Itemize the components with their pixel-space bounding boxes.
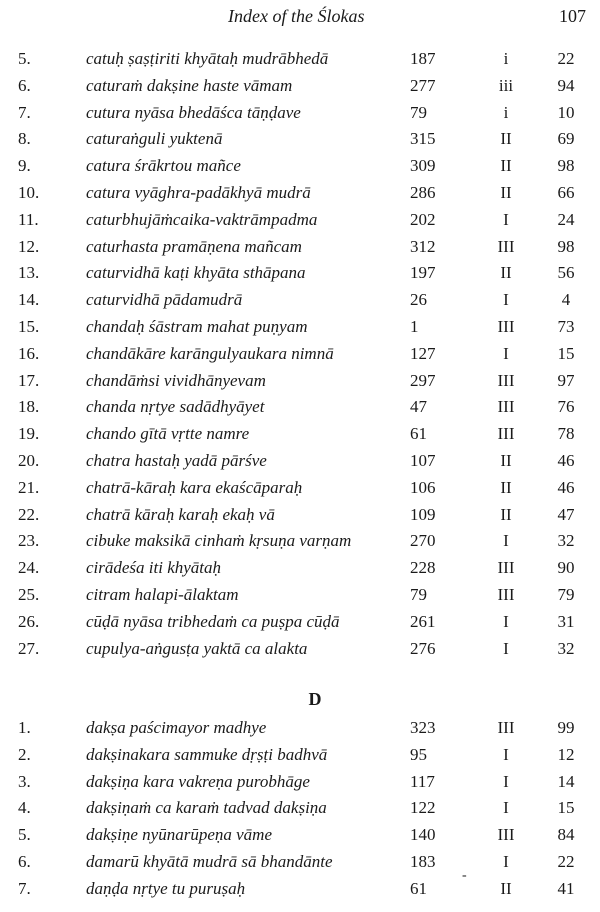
verse-ref: 90 [557,558,575,578]
part-ref: I [503,290,509,310]
page-ref: 183 [410,852,436,871]
entry-number: 4. [18,798,31,818]
entry-number: 23. [18,531,40,551]
verse-ref: 66 [557,183,575,202]
entry-number: 17. [18,370,40,390]
entry-number: 5. [18,825,31,845]
page-ref: 312 [410,236,436,256]
verse-ref: 79 [557,585,575,604]
sloka-text: caturvidhā pādamudrā [86,290,243,310]
sloka-text: chandākāre karāngulyaukara nimnā [86,343,334,363]
verse-ref: 47 [557,504,575,524]
sloka-text: catura vyāghra-padākhyā mudrā [86,183,311,202]
entry-number: 11. [18,209,39,229]
part-ref: III [497,317,515,336]
section-heading-d: D [308,689,322,709]
page-ref: 323 [410,718,436,737]
sloka-text: catuḥ ṣaṣṭiriti khyātaḥ mudrābhedā [86,49,329,68]
index-row [0,582,600,608]
part-ref: III [497,236,515,256]
index-row [0,341,600,367]
entry-number: 3. [18,771,31,791]
page-ref: 286 [410,183,436,202]
verse-ref: 15 [557,343,575,363]
page-ref: 106 [410,477,436,497]
page-ref: 270 [410,531,436,551]
sloka-text: daṇḍa nṛtye tu puruṣaḥ [86,878,246,898]
entry-number: 26. [18,611,40,631]
index-row [0,100,600,126]
entry-number: 7. [18,102,31,122]
sloka-text: citram halapi-ālaktam [86,585,239,604]
part-ref: II [500,129,512,149]
entry-number: 14. [18,290,40,310]
index-row [0,421,600,447]
entry-number: 27. [18,638,40,658]
index-row [0,769,600,795]
sloka-text: cutura nyāsa bhedāśca tāṇḍave [86,102,301,122]
sloka-text: caturaṅguli yuktenā [86,129,223,149]
verse-ref: 10 [557,102,575,122]
index-row [0,260,600,286]
sloka-text: dakṣa paścimayor madhye [86,718,267,737]
page-ref: 277 [410,75,436,95]
page-ref: 202 [410,209,436,229]
verse-ref: 24 [557,209,575,229]
entry-number: 1. [18,718,31,737]
entry-number: 5. [18,49,31,68]
sloka-text: chanda nṛtye sadādhyāyet [86,397,265,417]
sloka-text: chandāṁsi vividhānyevam [86,370,266,390]
index-row [0,475,600,501]
part-ref: II [500,504,512,524]
verse-ref: 94 [557,75,575,95]
index-row [0,234,600,260]
part-ref: I [503,852,509,871]
page-number: 107 [559,6,586,26]
page-ref: 61 [410,878,427,898]
verse-ref: 41 [557,878,575,898]
part-ref: II [500,451,512,470]
part-ref: III [497,585,515,604]
page-ref: 315 [410,129,436,149]
page-ref: 117 [410,771,435,791]
entry-number: 20. [18,451,40,470]
sloka-text: chandaḥ śāstram mahat puṇyam [86,317,308,336]
sloka-text: dakṣiṇe nyūnarūpeṇa vāme [86,825,273,845]
sloka-text: cupulya-aṅgusṭa yaktā ca alakta [86,638,308,658]
part-ref: I [503,638,509,658]
part-ref: I [503,798,509,818]
sloka-text: caturvidhā kaṭi khyāta sthāpana [86,263,306,283]
sloka-text: dakṣinakara sammuke dṛṣṭi badhvā [86,744,328,764]
part-ref: III [497,397,515,417]
verse-ref: 99 [557,718,575,737]
sloka-text: chando gītā vṛtte namre [86,424,250,444]
verse-ref: 46 [557,451,575,470]
verse-ref: 78 [557,424,575,444]
index-row [0,636,600,662]
page-ref: 140 [410,825,436,845]
part-ref: II [500,156,512,176]
entry-number: 12. [18,236,40,256]
part-ref: II [500,183,512,202]
entry-number: 21. [18,477,40,497]
verse-ref: 73 [557,317,575,336]
page-ref: 107 [410,451,436,470]
part-ref: III [497,718,515,737]
page-ref: 309 [410,156,436,176]
verse-ref: 31 [557,611,575,631]
index-row [0,742,600,768]
part-ref: II [500,477,512,497]
verse-ref: 15 [557,798,575,818]
sloka-text: caturbhujāṁcaika-vaktrāmpadma [86,209,318,229]
sloka-text: cibuke maksikā cinhaṁ kṛsuṇa varṇam [86,531,352,551]
entry-number: 24. [18,558,40,578]
page-ref: 127 [410,343,436,363]
page-ref: 79 [410,585,427,604]
entry-number: 6. [18,75,31,95]
page-ref: 61 [410,424,427,444]
index-row [0,849,600,875]
page-ref: 47 [410,397,427,417]
entry-number: 22. [18,504,40,524]
entry-number: 8. [18,129,31,149]
verse-ref: 4 [561,290,571,310]
page-ref: 276 [410,638,436,658]
entry-number: 18. [18,397,40,417]
index-row [0,126,600,152]
index-row [0,314,600,340]
verse-ref: 97 [557,370,575,390]
part-ref: II [500,878,512,898]
verse-ref: 76 [557,397,575,417]
verse-ref: 22 [557,49,575,68]
index-row [0,287,600,313]
index-row [0,46,600,72]
part-ref: I [503,209,509,229]
index-row [0,609,600,635]
sloka-text: damarū khyātā mudrā sā bhandānte [86,852,333,871]
page-ref: 79 [410,102,427,122]
part-ref: I [503,531,509,551]
verse-ref: 69 [557,129,575,149]
stray-mark: - [462,868,467,883]
sloka-text: dakṣiṇaṁ ca karaṁ tadvad dakṣiṇa [86,798,327,818]
verse-ref: 32 [557,531,575,551]
sloka-text: caturaṁ dakṣine haste vāmam [86,75,293,95]
index-row [0,715,600,741]
part-ref: I [503,771,509,791]
index-row [0,795,600,821]
entry-number: 13. [18,263,40,283]
verse-ref: 56 [557,263,575,283]
part-ref: I [503,611,509,631]
page-ref: 228 [410,558,436,578]
index-row [0,555,600,581]
page-ref: 109 [410,504,436,524]
verse-ref: 22 [557,852,575,871]
sloka-text: cūḍā nyāsa tribhedaṁ ca puṣpa cūḍā [86,611,340,631]
entry-number: 15. [18,317,40,336]
verse-ref: 32 [557,638,575,658]
part-ref: III [497,558,515,578]
page-ref: 187 [410,49,436,68]
sloka-text: dakṣiṇa kara vakreṇa purobhāge [86,771,310,791]
verse-ref: 98 [557,156,575,176]
verse-ref: 84 [557,825,575,845]
part-ref: i [503,49,509,68]
entry-number: 6. [18,852,31,871]
page-ref: 122 [410,798,436,818]
sloka-text: chatra hastaḥ yadā pārśve [86,451,267,470]
verse-ref: 12 [557,744,575,764]
sloka-text: caturhasta pramāṇena mañcam [86,236,302,256]
part-ref: i [503,102,509,122]
part-ref: II [500,263,512,283]
entry-number: 19. [18,424,40,444]
part-ref: III [497,825,515,845]
sloka-text: chatrā-kāraḥ kara ekaścāparaḥ [86,477,303,497]
page-ref: 261 [410,611,436,631]
entry-number: 9. [18,156,31,176]
page-ref: 95 [410,744,427,764]
page-header [0,6,600,28]
part-ref: III [497,424,515,444]
page-ref: 1 [410,317,419,336]
entry-number: 16. [18,343,40,363]
index-row [0,394,600,420]
part-ref: I [503,343,509,363]
page-ref: 197 [410,263,436,283]
sloka-text: chatrā kāraḥ karaḥ ekaḥ vā [86,504,275,524]
part-ref: III [497,370,515,390]
index-row [0,448,600,474]
entry-number: 25. [18,585,40,604]
part-ref: I [503,744,509,764]
entry-number: 7. [18,878,31,898]
index-row [0,207,600,233]
index-row [0,368,600,394]
part-ref: iii [498,75,514,95]
verse-ref: 46 [557,477,575,497]
entry-number: 2. [18,744,31,764]
page-ref: 297 [410,370,436,390]
page-ref: 26 [410,290,427,310]
index-row [0,502,600,528]
sloka-text: catura śrākrtou mañce [86,156,241,176]
running-title: Index of the Ślokas [228,6,365,26]
index-row [0,180,600,206]
index-row [0,822,600,848]
index-row [0,153,600,179]
verse-ref: 98 [557,236,575,256]
sloka-text: cirādeśa iti khyātaḥ [86,558,222,578]
index-row [0,876,600,902]
index-row [0,528,600,554]
verse-ref: 14 [557,771,575,791]
entry-number: 10. [18,183,40,202]
index-row [0,73,600,99]
